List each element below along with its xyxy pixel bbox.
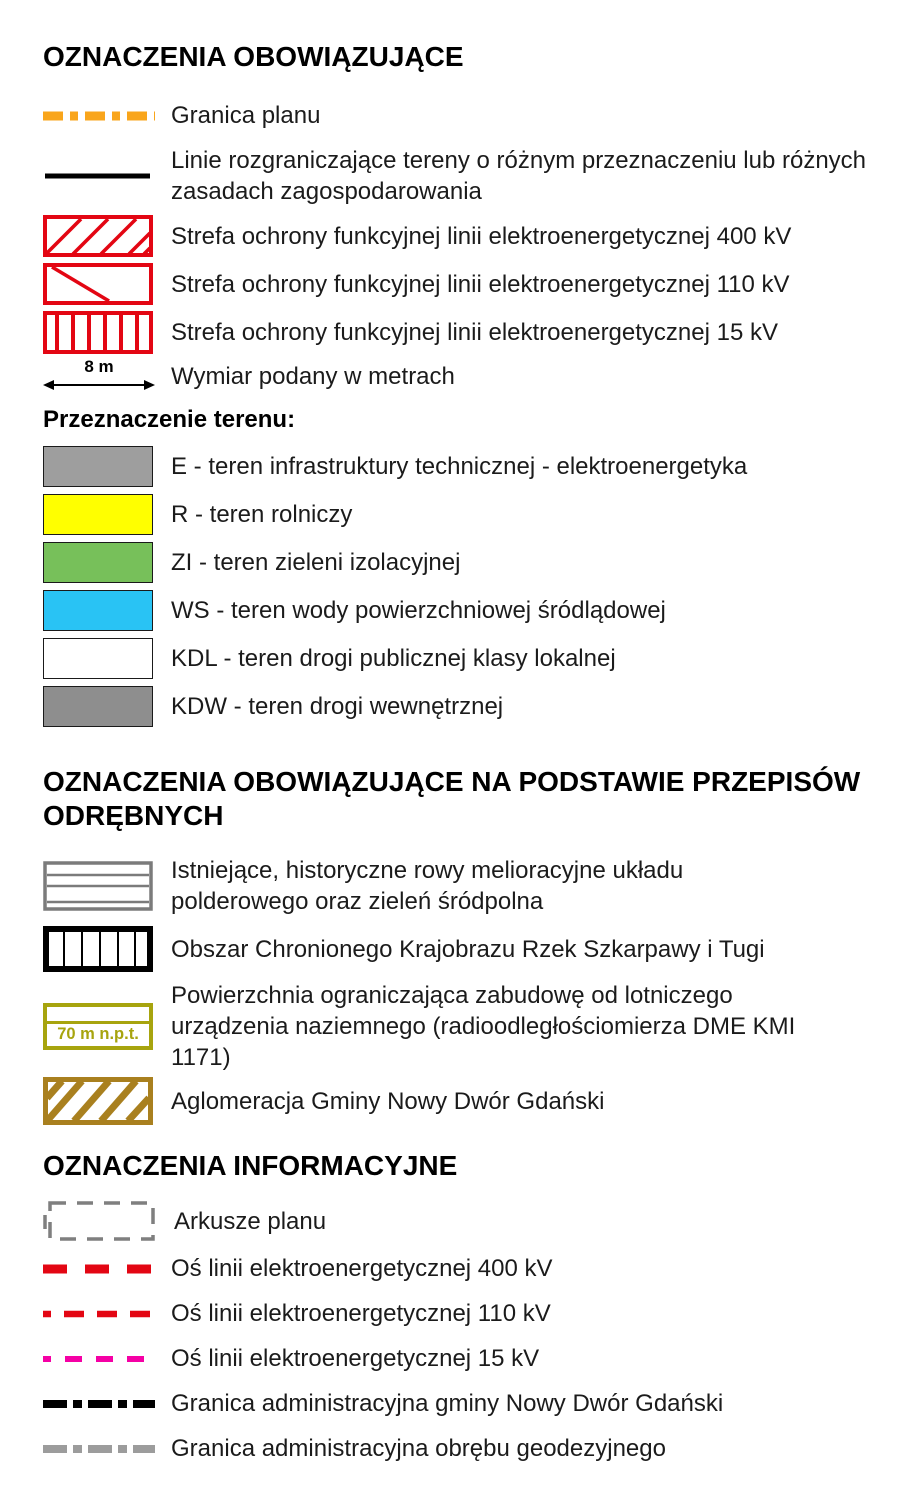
legend-row-plan-boundary — [43, 100, 886, 131]
legend-row-landuse-kdw — [43, 686, 886, 727]
height-limit-label: Powierzchnia ograniczająca zabudowę od lotniczego urządzenia naziemnego (radioodległościomierza DME KMI 1171) — [171, 982, 796, 1071]
melioration-ditches-symbol — [43, 861, 155, 911]
land-use-swatch-ws — [43, 590, 155, 631]
axis-400kv-symbol — [43, 1263, 155, 1275]
melioration-ditches-label: Istniejące, historyczne rowy melioracyjne układu polderowego oraz zieleń śródpolna — [171, 857, 684, 915]
land-use-swatch-zi — [43, 542, 155, 583]
land-use-swatch-r — [43, 494, 155, 535]
legend-row-height-limit — [43, 980, 886, 1073]
plan-sheets-label: Arkusze planu — [174, 1207, 327, 1235]
plan-sheets-symbol — [43, 1198, 158, 1244]
land-use-swatch-kdl — [43, 638, 155, 679]
plan-boundary-label: Granica planu — [171, 102, 321, 129]
legend-row-landuse-kdl — [43, 638, 886, 679]
agglomeration-label: Aglomeracja Gminy Nowy Dwór Gdański — [171, 1087, 605, 1115]
axis-110kv-symbol — [43, 1309, 155, 1319]
height-limit-symbol — [43, 1003, 155, 1050]
zone-400kv-symbol — [43, 215, 155, 257]
land-use-title: Przeznaczenie terenu: — [43, 406, 296, 433]
land-use-label-e: E - teren infrastruktury technicznej - elektroenergetyka — [171, 453, 748, 480]
land-use-swatch-e — [43, 446, 155, 487]
dividing-lines-label: Linie rozgraniczające tereny o różnym przeznaczeniu lub różnych zasadach zagospodarowania — [171, 147, 867, 205]
dimension-value: 8 m — [84, 357, 114, 376]
land-use-label-kdw: KDW - teren drogi wewnętrznej — [171, 693, 504, 720]
municipality-boundary-symbol — [43, 1398, 155, 1410]
legend-row-landuse-e — [43, 446, 886, 487]
geodetic-boundary-symbol — [43, 1443, 155, 1455]
height-limit-value: 70 m n.p.t. — [57, 1025, 139, 1043]
section-title-informational: OZNACZENIA INFORMACYJNE — [43, 1150, 458, 1181]
axis-110kv-label: Oś linii elektroenergetycznej 110 kV — [171, 1300, 551, 1327]
zone-110kv-symbol — [43, 263, 155, 305]
legend-row-zone-15kv — [43, 311, 886, 354]
zone-110kv-label: Strefa ochrony funkcyjnej linii elektroenergetycznej 110 kV — [171, 270, 790, 298]
dimension-label: Wymiar podany w metrach — [171, 362, 455, 390]
land-use-label-ws: WS - teren wody powierzchniowej śródlądowej — [171, 597, 666, 624]
legend-row-protected-landscape — [43, 926, 886, 972]
legend-row-municipality-boundary — [43, 1388, 886, 1419]
land-use-swatch-kdw — [43, 686, 155, 727]
protected-landscape-symbol — [43, 926, 155, 972]
legend-row-zone-400kv — [43, 215, 886, 257]
geodetic-boundary-label: Granica administracyjna obrębu geodezyjnego — [171, 1435, 666, 1462]
land-use-label-r: R - teren rolniczy — [171, 501, 353, 528]
axis-400kv-label: Oś linii elektroenergetycznej 400 kV — [171, 1255, 553, 1282]
legend-row-dividing-lines — [43, 145, 886, 207]
zone-15kv-label: Strefa ochrony funkcyjnej linii elektroenergetycznej 15 kV — [171, 319, 778, 346]
section-title-separate-regulations: OZNACZENIA OBOWIĄZUJĄCE NA PODSTAWIE PRZEPISÓW ODRĘBNYCH — [43, 766, 861, 831]
legend-row-zone-110kv — [43, 263, 886, 305]
axis-15kv-symbol — [43, 1354, 155, 1364]
legend-row-axis-110kv — [43, 1298, 886, 1329]
section-title-mandatory: OZNACZENIA OBOWIĄZUJĄCE — [43, 41, 464, 72]
land-use-label-kdl: KDL - teren drogi publicznej klasy lokalnej — [171, 645, 616, 672]
legend-row-agglomeration — [43, 1077, 886, 1125]
legend-row-landuse-zi — [43, 542, 886, 583]
legend-row-plan-sheets — [43, 1198, 886, 1244]
legend-row-dimension — [43, 358, 886, 394]
agglomeration-symbol — [43, 1077, 155, 1125]
zone-15kv-symbol — [43, 311, 155, 354]
protected-landscape-label: Obszar Chronionego Krajobrazu Rzek Szkarpawy i Tugi — [171, 935, 765, 963]
dividing-lines-symbol — [43, 171, 155, 181]
legend-row-melioration — [43, 855, 886, 917]
plan-boundary-line-symbol — [43, 110, 155, 122]
legend-row-landuse-r — [43, 494, 886, 535]
legend-row-geodetic-boundary — [43, 1433, 886, 1464]
legend-row-axis-400kv — [43, 1253, 886, 1284]
legend-row-landuse-ws — [43, 590, 886, 631]
land-use-label-zi: ZI - teren zieleni izolacyjnej — [171, 549, 461, 576]
municipality-boundary-label: Granica administracyjna gminy Nowy Dwór Gdański — [171, 1390, 724, 1417]
zone-400kv-label: Strefa ochrony funkcyjnej linii elektroenergetycznej 400 kV — [171, 222, 792, 250]
dimension-arrow-symbol — [43, 358, 155, 394]
legend-row-axis-15kv — [43, 1343, 886, 1374]
axis-15kv-label: Oś linii elektroenergetycznej 15 kV — [171, 1345, 540, 1372]
